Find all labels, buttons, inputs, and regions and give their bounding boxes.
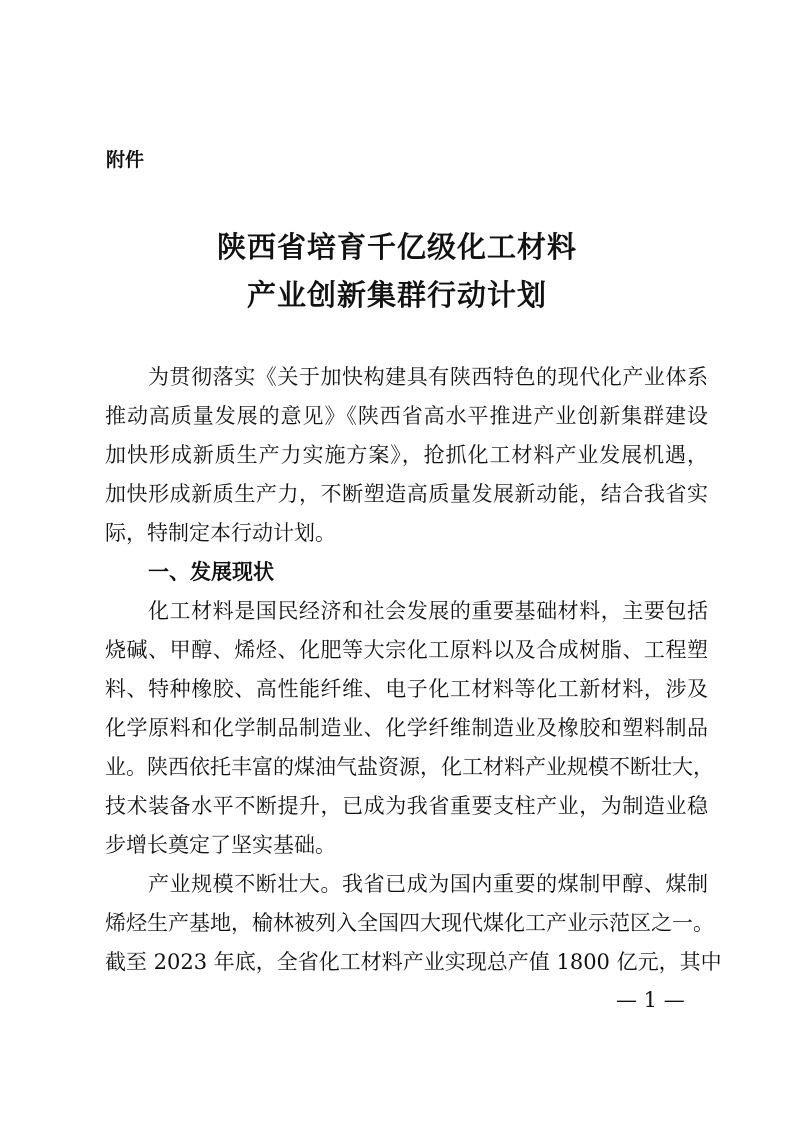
text-line: 产业规模不断壮大。我省已成为国内重要的煤制甲醇、煤制 — [148, 872, 708, 896]
section-heading: 一、发展现状 — [148, 560, 274, 584]
text-line: 化工材料是国民经济和社会发展的重要基础材料，主要包括 — [148, 599, 708, 623]
text-line: 烯烃生产基地，榆林被列入全国四大现代煤化工产业示范区之一。 — [105, 911, 714, 935]
page-number: — 1 — — [616, 988, 685, 1012]
text-line: 烧碱、甲醇、烯烃、化肥等大宗化工原料以及合成树脂、工程塑 — [105, 638, 708, 662]
text-line: 料、特种橡胶、高性能纤维、电子化工材料等化工新材料，涉及 — [105, 677, 708, 701]
text-line: 加快形成新质生产力实施方案》，抢抓化工材料产业发展机遇， — [105, 443, 708, 467]
text-line: 化学原料和化学制品制造业、化学纤维制造业及橡胶和塑料制品 — [105, 716, 708, 740]
attachment-label: 附件 — [106, 149, 145, 171]
document-body — [105, 358, 722, 982]
text-line: 截至 2023 年底，全省化工材料产业实现总产值 1800 亿元，其中 — [105, 950, 722, 974]
text-line: 加快形成新质生产力，不断塑造高质量发展新动能，结合我省实 — [105, 482, 708, 506]
document-title-line-1: 陕西省培育千亿级化工材料 — [216, 230, 577, 264]
text-line: 际，特制定本行动计划。 — [105, 521, 336, 545]
text-line: 技术装备水平不断提升，已成为我省重要支柱产业，为制造业稳 — [105, 794, 708, 818]
text-line: 推动高质量发展的意见》《陕西省高水平推进产业创新集群建设 — [105, 404, 708, 428]
text-line: 业。陕西依托丰富的煤油气盐资源，化工材料产业规模不断壮大， — [105, 755, 714, 779]
document-title-line-2: 产业创新集群行动计划 — [246, 278, 547, 312]
text-line: 为贯彻落实《关于加快构建具有陕西特色的现代化产业体系 — [148, 365, 708, 389]
text-line: 步增长奠定了坚实基础。 — [105, 833, 336, 857]
